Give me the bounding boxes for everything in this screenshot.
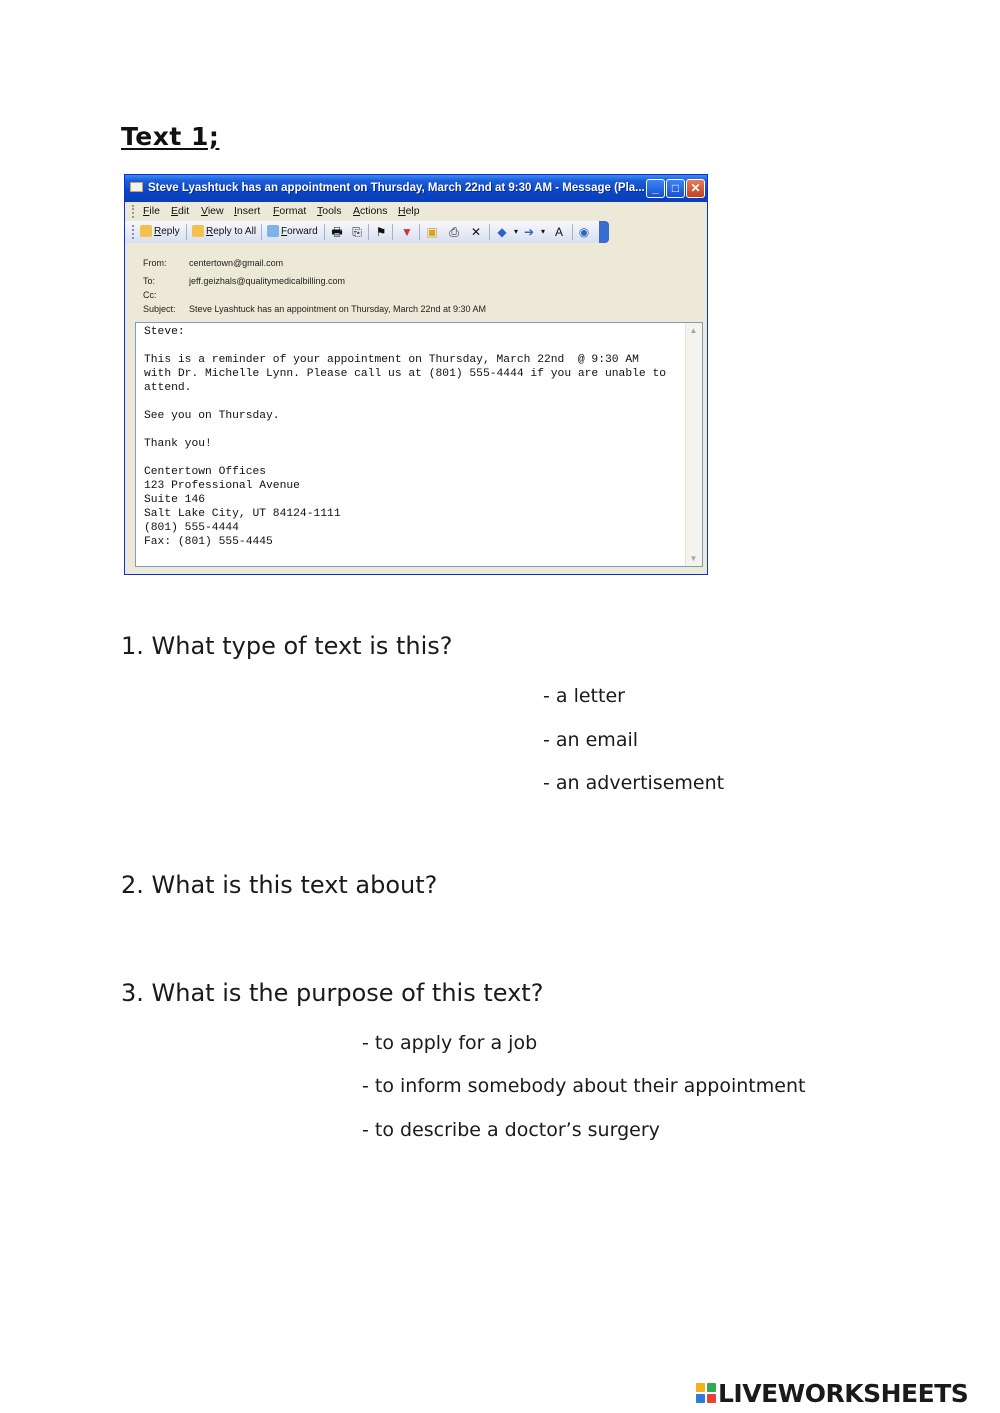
message-toolbar (125, 221, 609, 243)
question-2: 2. What is this text about? (121, 871, 438, 899)
question-1-option-2[interactable]: - an email (543, 729, 639, 751)
question-3-option-3[interactable]: - to describe a doctor’s surgery (362, 1119, 660, 1141)
reply-all-button[interactable]: Reply to All (192, 225, 256, 237)
email-window (124, 174, 708, 575)
menu-actions[interactable]: Actions (353, 205, 388, 217)
question-3: 3. What is the purpose of this text? (121, 979, 544, 1007)
vertical-scrollbar[interactable] (685, 323, 702, 566)
print-icon[interactable]: 🖶 (331, 225, 343, 239)
question-3-option-2[interactable]: - to inform somebody about their appointment (362, 1075, 806, 1097)
subject-row: Subject: Steve Lyashtuck has an appointment on Thursday, March 22nd at 9:30 AM (143, 304, 487, 314)
previous-dropdown-icon[interactable]: ▾ (513, 227, 518, 236)
minimize-button[interactable]: _ (646, 179, 665, 198)
message-header (125, 245, 707, 319)
move-icon[interactable]: ⎙ (449, 225, 459, 239)
logo-text: LIVEWORKSHEETS (718, 1378, 969, 1408)
worksheet-heading: Text 1; (121, 122, 220, 151)
subject-field[interactable]: Steve Lyashtuck has an appointment on Thursday, March 22nd at 9:30 AM (189, 304, 487, 314)
copy-icon[interactable]: ⎘ (352, 225, 362, 239)
menu-edit[interactable]: Edit (171, 205, 190, 217)
menu-insert[interactable]: Insert (234, 205, 261, 217)
message-body[interactable] (135, 322, 703, 567)
flag-icon[interactable]: ⚑ (375, 225, 387, 239)
forward-icon (267, 225, 279, 237)
reply-all-icon (192, 225, 204, 237)
next-item-icon[interactable]: ➔ (523, 225, 535, 239)
menu-format[interactable]: Format (273, 205, 307, 217)
logo-mark-icon (696, 1383, 716, 1403)
window-title: Steve Lyashtuck has an appointment on Thursday, March 22nd at 9:30 AM - Message (Pla... (148, 182, 645, 194)
menu-tools[interactable]: Tools (317, 205, 342, 217)
toolbar-overflow-chevron-icon[interactable] (599, 221, 609, 243)
to-row: To: jeff.geizhals@qualitymedicalbilling.com (143, 276, 346, 286)
menu-view[interactable]: View (201, 205, 224, 217)
from-field[interactable]: centertown@gmail.com (189, 258, 284, 268)
forward-button[interactable]: Forward (267, 225, 318, 237)
question-1: 1. What type of text is this? (121, 632, 453, 660)
help-icon[interactable]: ◉ (578, 225, 590, 239)
next-dropdown-icon[interactable]: ▾ (540, 227, 545, 236)
reply-icon (140, 225, 152, 237)
folder-icon[interactable]: ▣ (426, 225, 438, 239)
question-1-option-1[interactable]: - a letter (543, 685, 625, 707)
reply-button[interactable]: Reply (140, 225, 180, 237)
follow-up-icon[interactable]: ▼ (401, 225, 413, 239)
menu-bar (125, 202, 707, 221)
envelope-icon (130, 182, 143, 192)
menu-help[interactable]: Help (398, 205, 420, 217)
close-button[interactable]: ✕ (686, 179, 705, 198)
font-size-icon[interactable]: A (554, 225, 563, 239)
scroll-down-icon[interactable]: ▼ (689, 554, 698, 563)
liveworksheets-logo (696, 1378, 968, 1408)
message-body-text: Steve: This is a reminder of your appointment on Thursday, March 22nd @ 9:30 AM with Dr. Michelle Lynn. Please call us at (801) 555-4444 if you are unable to attend. See you on Thursday. Thank you! Centertown Offices 123 Professional Avenue Suite 146 Salt Lake City, UT 84124-1111 (801) 555-4444 Fax: (801) 555-4445 (144, 326, 667, 548)
maximize-button[interactable]: □ (666, 179, 685, 198)
to-field[interactable]: jeff.geizhals@qualitymedicalbilling.com (189, 276, 346, 286)
from-row: From: centertown@gmail.com (143, 258, 284, 268)
window-titlebar (125, 175, 707, 202)
scroll-up-icon[interactable]: ▲ (689, 326, 698, 335)
delete-icon[interactable]: ✕ (470, 225, 482, 239)
question-1-option-3[interactable]: - an advertisement (543, 772, 725, 794)
menu-file[interactable]: File (143, 205, 160, 217)
cc-row: Cc: (143, 290, 157, 300)
question-3-option-1[interactable]: - to apply for a job (362, 1032, 538, 1054)
previous-item-icon[interactable]: ◆ (497, 225, 507, 239)
